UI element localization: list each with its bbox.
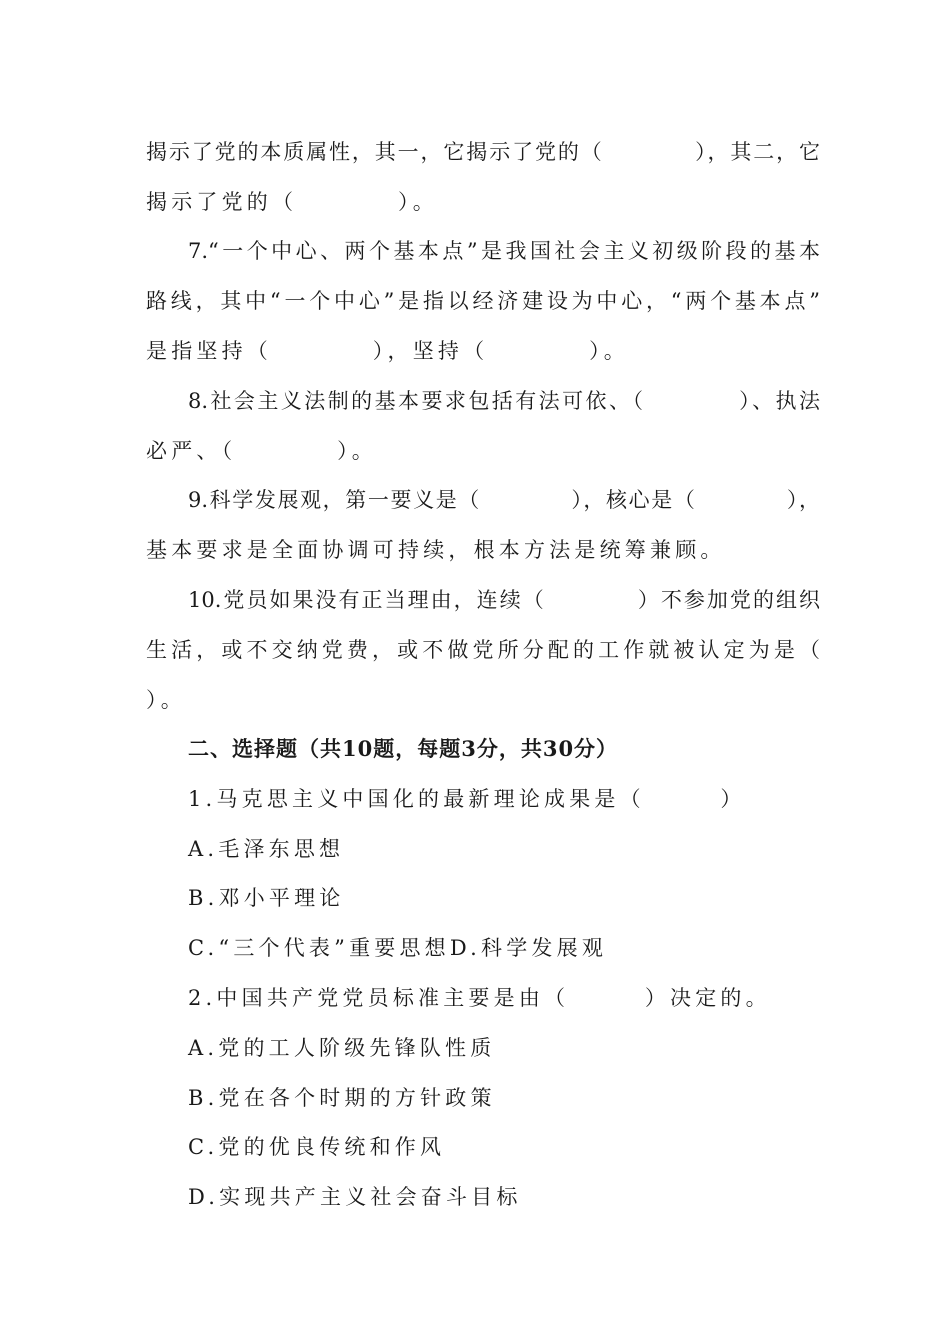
question-1-option-b: B.邓小平理论 xyxy=(188,886,345,910)
text-line-fill-blank-10-end: ）。 xyxy=(146,688,186,712)
text-line-fill-blank-7-cont: 路线，其中“一个中心”是指以经济建设为中心，“两个基本点” xyxy=(146,289,820,313)
question-2: 2.中国共产党党员标准主要是由（ ）决定的。 xyxy=(188,986,771,1010)
text-line-fill-blank-6-cont: 揭示了党的本质属性，其一，它揭示了党的（ ），其二，它 xyxy=(146,140,820,164)
text-line-fill-blank-9-end: 基本要求是全面协调可持续，根本方法是统筹兼顾。 xyxy=(146,538,726,562)
text-line-fill-blank-6-end: 揭示了党的（ ）。 xyxy=(146,190,438,214)
section-heading-choice: 二、选择题（共10题，每题3分，共30分） xyxy=(188,736,619,761)
question-1: 1.马克思主义中国化的最新理论成果是（ ） xyxy=(188,787,746,811)
question-1-option-c-d: C.“三个代表”重要思想D.科学发展观 xyxy=(188,936,608,960)
text-line-fill-blank-8-end: 必严、（ ）。 xyxy=(146,439,377,463)
text-line-fill-blank-10: 10.党员如果没有正当理由，连续（ ）不参加党的组织 xyxy=(188,588,820,612)
text-line-fill-blank-8: 8.社会主义法制的基本要求包括有法可依、（ ）、执法 xyxy=(188,389,820,413)
question-2-option-b: B.党在各个时期的方针政策 xyxy=(188,1086,496,1110)
text-line-fill-blank-7: 7.“一个中心、两个基本点”是我国社会主义初级阶段的基本 xyxy=(188,239,820,263)
text-line-fill-blank-7-end: 是指坚持（ ），坚持（ ）。 xyxy=(146,339,629,363)
question-2-option-a: A.党的工人阶级先锋队性质 xyxy=(188,1036,496,1060)
text-line-fill-blank-9: 9.科学发展观，第一要义是（ ），核心是（ ）， xyxy=(188,488,820,512)
question-1-option-a: A.毛泽东思想 xyxy=(188,837,345,861)
question-2-option-c: C.党的优良传统和作风 xyxy=(188,1135,446,1159)
text-line-fill-blank-10-cont: 生活，或不交纳党费，或不做党所分配的工作就被认定为是（ xyxy=(146,638,820,662)
question-2-option-d: D.实现共产主义社会奋斗目标 xyxy=(188,1185,522,1209)
